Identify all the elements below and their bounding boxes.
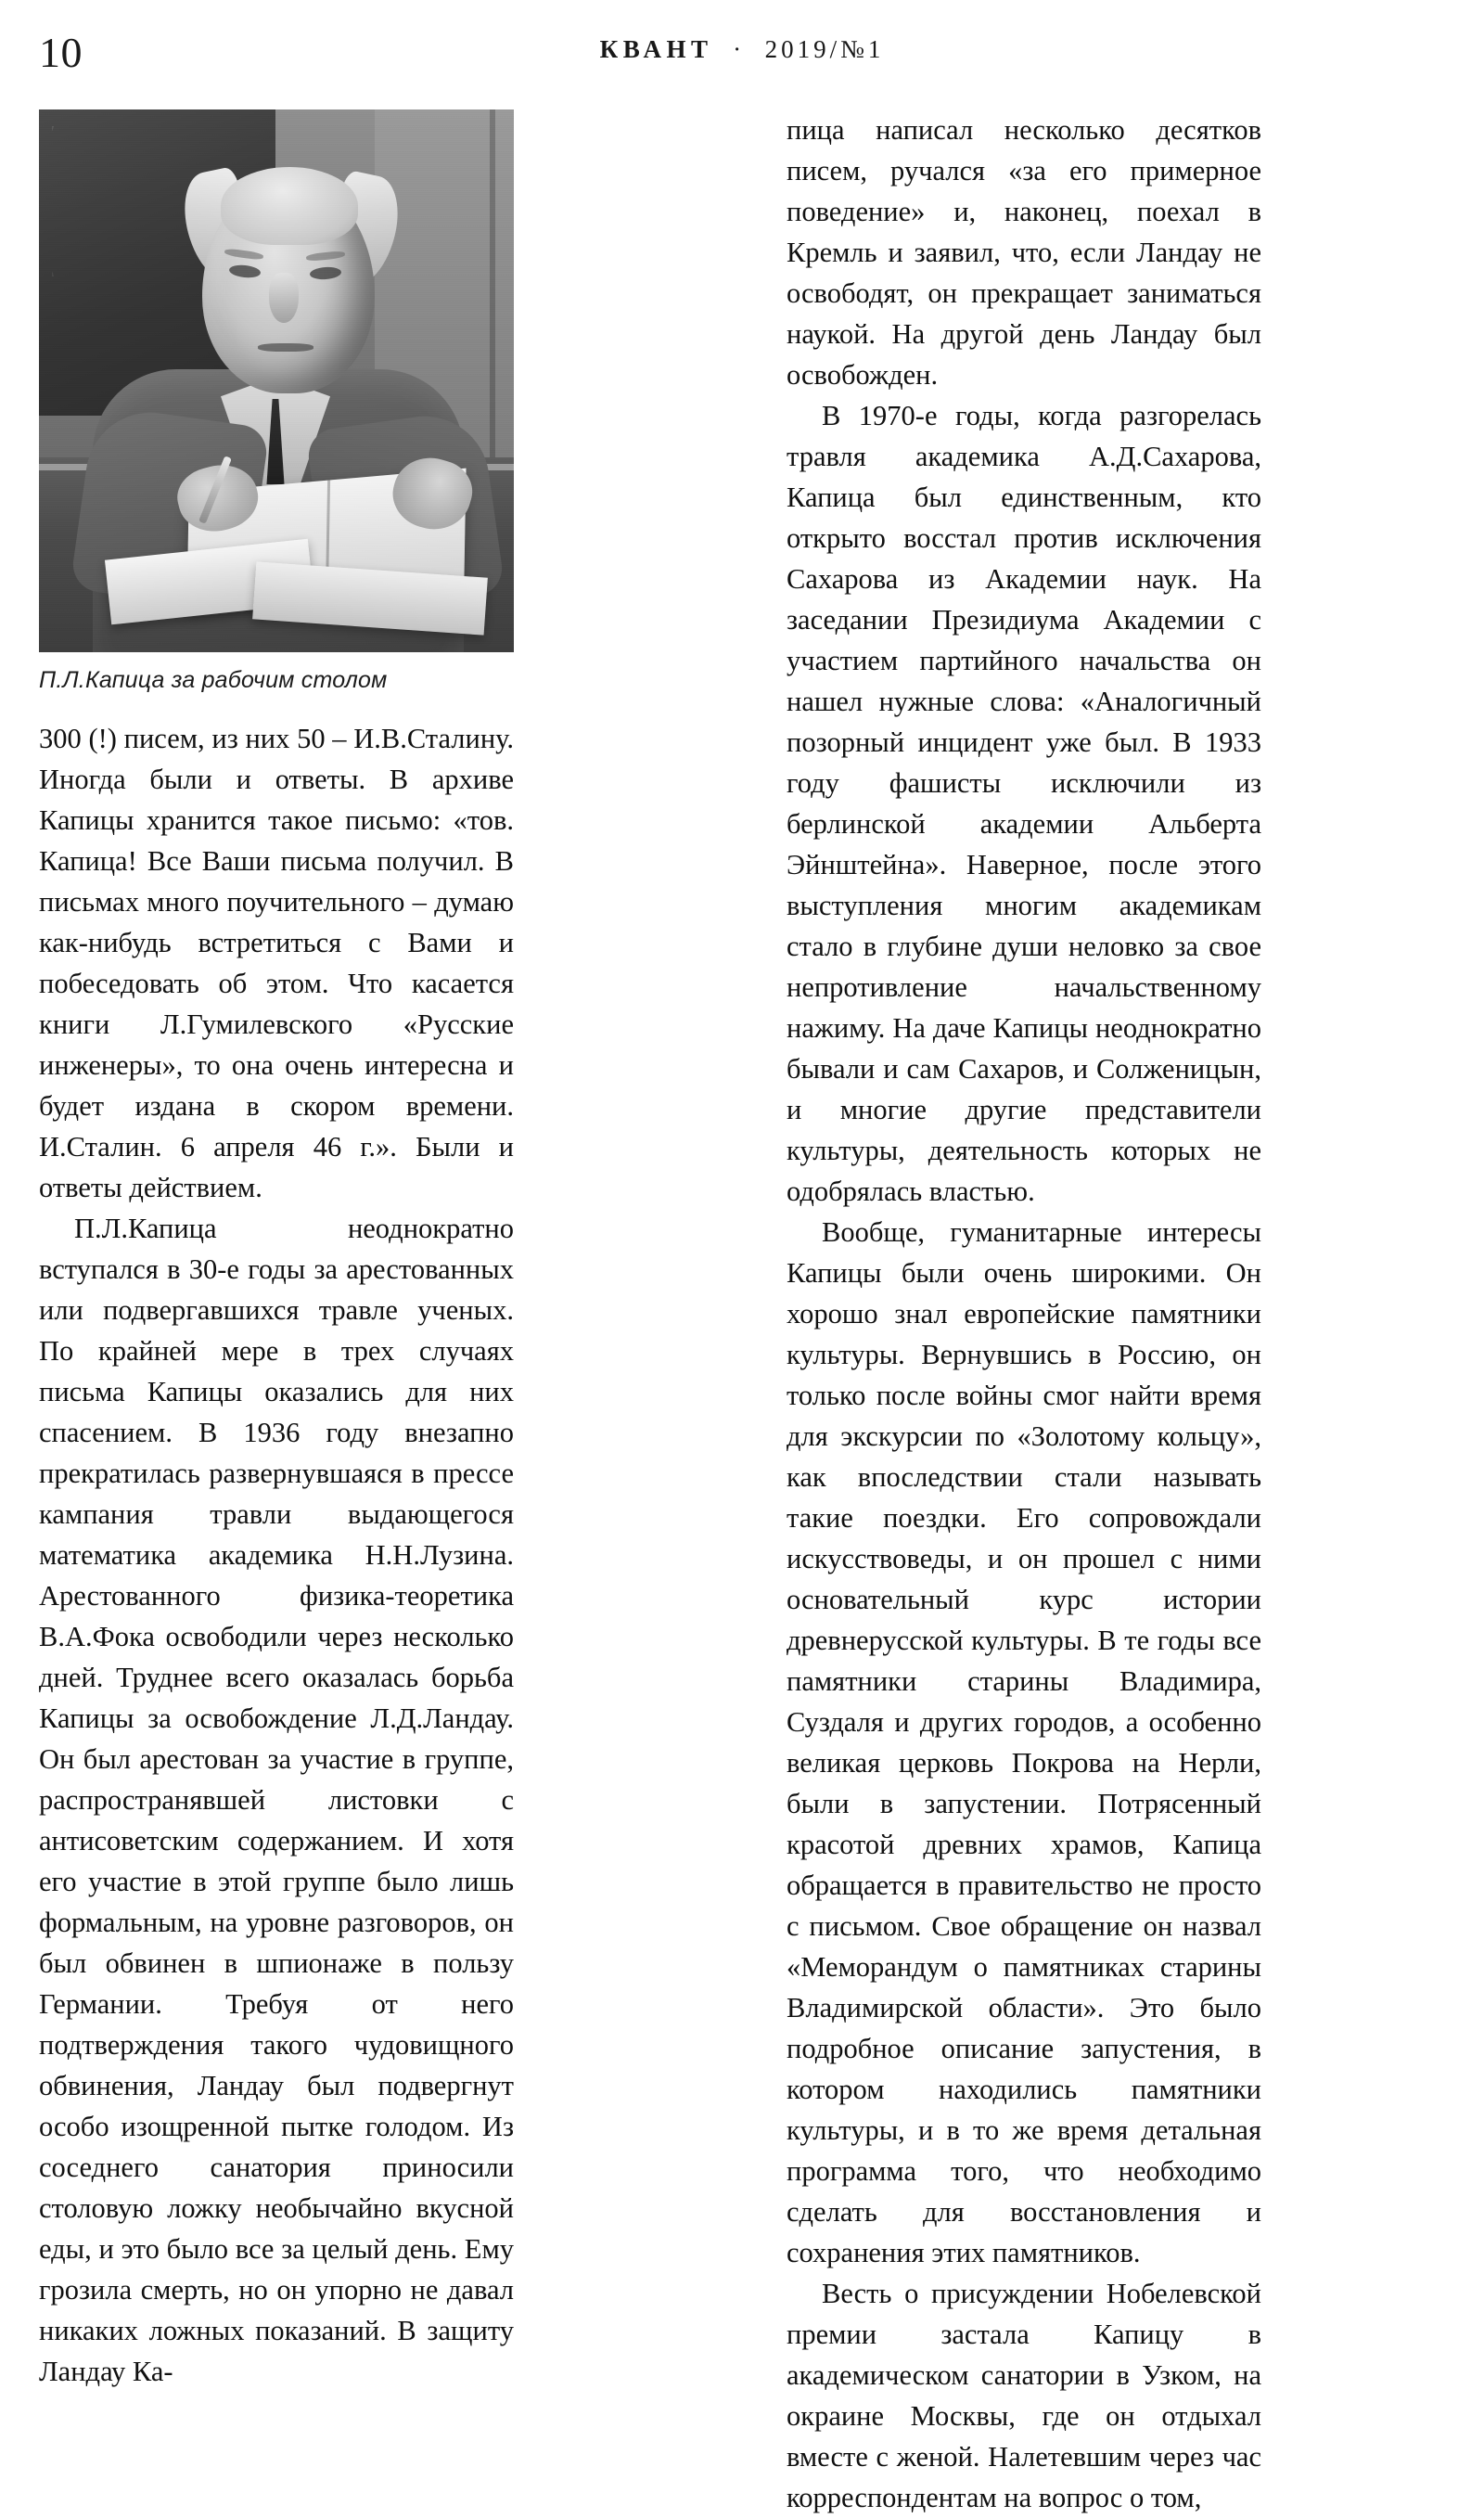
left-column bbox=[39, 109, 514, 2392]
journal-title-line bbox=[0, 35, 1484, 64]
journal-name: КВАНТ bbox=[599, 35, 713, 63]
figure-kapitsa bbox=[39, 109, 514, 694]
right-column-text bbox=[787, 109, 1261, 2518]
left-column-text bbox=[39, 718, 514, 2392]
paragraph: В 1970-е годы, когда разгорелась травля академика А.Д.Сахарова, Капица был единственным, кто открыто восстал против исключения Сахарова из Академии наук. На заседании Президиума Академии с участием партийного начальства он нашел нужные слова: «Аналогичный позорный инцидент уже был. В 1933 году фашисты исключили из берлинской академии Альберта Эйнштейна». Наверное, после этого выступления многим академикам стало в глубине души неловко за свое непротивление начальственному нажиму. На даче Капицы неоднократно бывали и сам Сахаров, и Солженицын, и многие другие представители культуры, деятельность которых не одобрялась властью. bbox=[787, 400, 1261, 1207]
paragraph: 300 (!) писем, из них 50 – И.В.Сталину. Иногда были и ответы. В архиве Капицы хранится такое письмо: «тов. Капица! Все Ваши письма получил. В письмах много поучительного – думаю как-нибудь встретиться с Вами и побеседовать об этом. Что касается книги Л.Гумилевского «Русские инженеры», то она очень интересна и будет издана в скором времени. И.Сталин. 6 апреля 46 г.». Были и ответы действием. bbox=[39, 723, 514, 1203]
paragraph: П.Л.Капица неоднократно вступался в 30-е годы за арестованных или подвергавшихся травле ученых. По крайней мере в трех случаях письма Капицы оказались для них спасением. В 1936 году внезапно прекратилась развернувшаяся в прессе кампания травли выдающегося математика академика Н.Н.Лузина. Арестованного физика-теоретика В.А.Фока освободили через несколько дней. Труднее всего оказалась борьба Капицы за освобождение Л.Д.Ландау. Он был арестован за участие в группе, распространявшей листовки с антисоветским содержанием. И хотя его участие в этой группе было лишь формальным, на уровне разговоров, он был обвинен в шпионаже в пользу Германии. Требуя от него подтверждения такого чудовищного обвинения, Ландау был подвергнут особо изощренной пытке голодом. Из соседнего санатория приносили столовую ложку необычайно вкусной еды, и это было все за целый день. Ему грозила смерть, но он упорно не давал никаких ложных показаний. В защиту Ландау Ка- bbox=[39, 1213, 514, 2387]
journal-separator: · bbox=[712, 35, 765, 63]
paragraph: пица написал несколько десятков писем, ручался «за его примерное поведение» и, наконец, поехал в Кремль и заявил, что, если Ландау не освободят, он прекращает заниматься наукой. На другой день Ландау был освобожден. bbox=[787, 114, 1261, 391]
page-number: 10 bbox=[39, 29, 83, 76]
paragraph: Весть о присуждении Нобелевской премии застала Капицу в академическом санатории в Узком, на окраине Москвы, где он отдыхал вместе с женой. Налетевшим через час корреспондентам на вопрос о том, bbox=[787, 2278, 1261, 2513]
journal-issue: 2019/№1 bbox=[764, 35, 885, 63]
photo-grain-overlay bbox=[39, 109, 514, 652]
running-head bbox=[0, 20, 1484, 76]
right-column bbox=[787, 109, 1261, 2518]
photo-kapitsa-at-desk bbox=[39, 109, 514, 652]
paragraph: Вообще, гуманитарные интересы Капицы были очень широкими. Он хорошо знал европейские памятники культуры. Вернувшись в Россию, он только после войны смог найти время для экскурсии по «Золотому кольцу», как впоследствии стали называть такие поездки. Его сопровождали искусствоведы, и он прошел с ними основательный курс истории древнерусской культуры. В те годы все памятники старины Владимира, Суздаля и других городов, а особенно великая церковь Покрова на Нерли, были в запустении. Потрясенный красотой древних храмов, Капица обращается в правительство не просто с письмом. Свое обращение он назвал «Меморандум о памятниках старины Владимирской области». Это было подробное описание запустения, в котором находились памятники культуры, и в то же время детальная программа того, что необходимо сделать для восстановления и сохранения этих памятников. bbox=[787, 1216, 1261, 2268]
figure-caption: П.Л.Капица за рабочим столом bbox=[39, 667, 388, 693]
